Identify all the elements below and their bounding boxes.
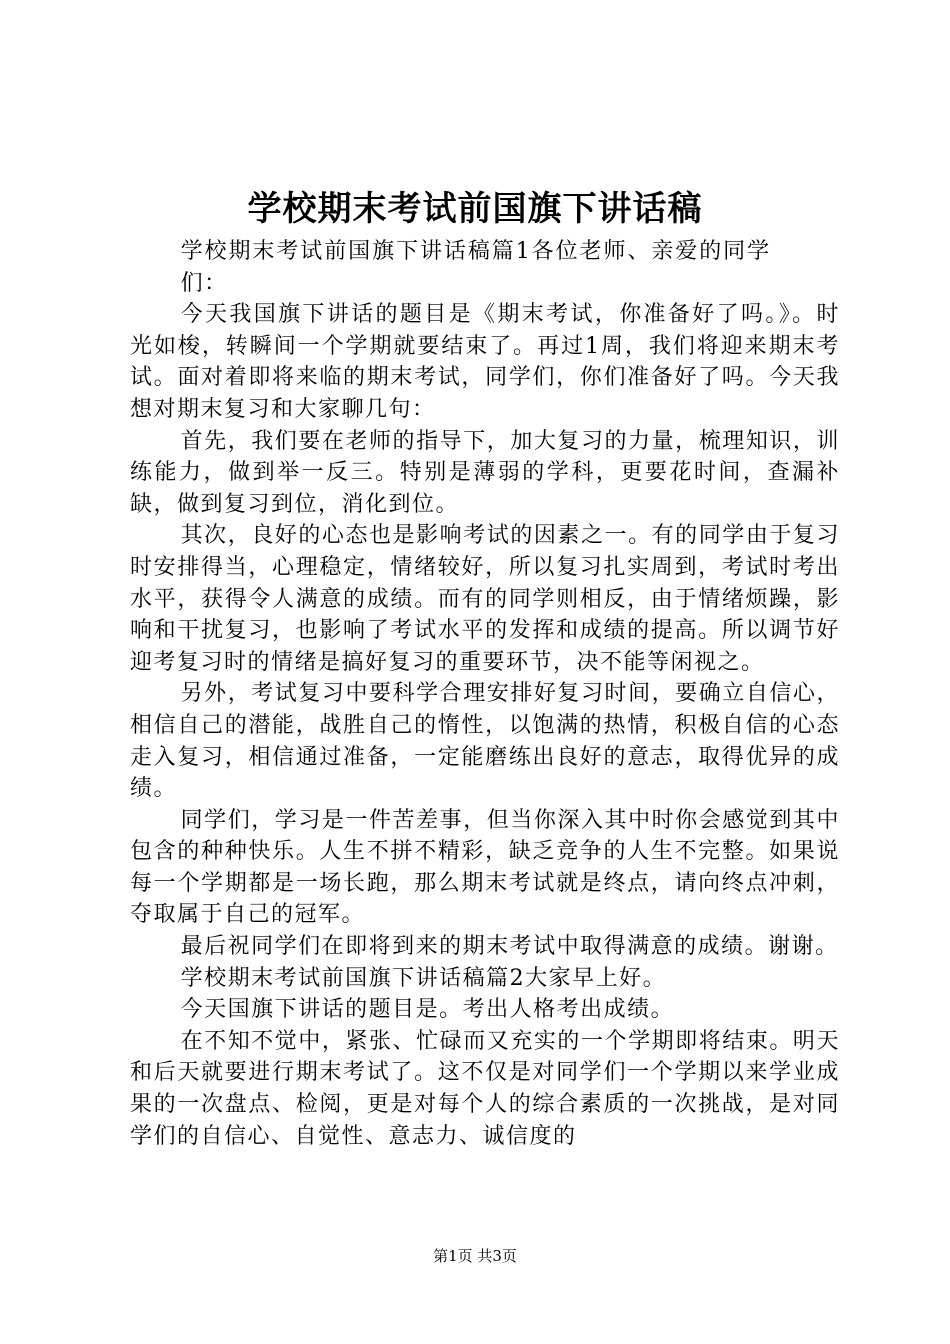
paragraph-4: 其次，良好的心态也是影响考试的因素之一。有的同学由于复习时安排得当，心理稳定，情绪较好，所以复习扎实周到，考试时考出水平，获得令人满意的成绩。而有的同学则相反，由于情绪烦躁，影响和干扰复习，也影响了考试水平的发挥和成绩的提高。所以调节好迎考复习时的情绪是搞好复习的重要环节，决不能等闲视之。 <box>130 523 840 675</box>
document-body <box>130 236 840 1152</box>
paragraph-2: 今天我国旗下讲话的题目是《期末考试，你准备好了吗。》。时光如梭，转瞬间一个学期就要结束了。再过1周，我们将迎来期末考试。面对着即将来临的期末考试，同学们，你们准备好了吗。今天我想对期末复习和大家聊几句： <box>130 302 840 422</box>
paragraph-5: 另外，考试复习中要科学合理安排好复习时间，要确立自信心，相信自己的潜能，战胜自己的惰性，以饱满的热情，积极自信的心态走入复习，相信通过准备，一定能磨练出良好的意志，取得优异的成绩。 <box>130 681 840 802</box>
page-footer: 第1页 共3页 <box>433 1247 517 1265</box>
paragraph-10: 在不知不觉中，紧张、忙碌而又充实的一个学期即将结束。明天和后天就要进行期末考试了。这不仅是对同学们一个学期以来学业成果的一次盘点、检阅，更是对每个人的综合素质的一次挑战，是对同学们的自信心、自觉性、意志力、诚信度的 <box>130 1028 840 1149</box>
paragraph-1: 学校期末考试前国旗下讲话稿篇1各位老师、亲爱的同学们： <box>180 239 771 296</box>
paragraph-3: 首先，我们要在老师的指导下，加大复习的力量，梳理知识，训练能力，做到举一反三。特别是薄弱的学科，更要花时间，查漏补缺，做到复习到位，消化到位。 <box>130 428 840 517</box>
paragraph-8: 学校期末考试前国旗下讲话稿篇2大家早上好。 <box>180 965 667 991</box>
document-title: 学校期末考试前国旗下讲话稿 <box>247 189 703 229</box>
paragraph-7: 最后祝同学们在即将到来的期末考试中取得满意的成绩。谢谢。 <box>180 934 839 960</box>
paragraph-6: 同学们，学习是一件苦差事，但当你深入其中时你会感觉到其中包含的种种快乐。人生不拼不精彩，缺乏竞争的人生不完整。如果说每一个学期都是一场长跑，那么期末考试就是终点，请向终点冲刺，夺取属于自己的冠军。 <box>130 807 840 928</box>
paragraph-9: 今天国旗下讲话的题目是。考出人格考出成绩。 <box>180 997 675 1023</box>
